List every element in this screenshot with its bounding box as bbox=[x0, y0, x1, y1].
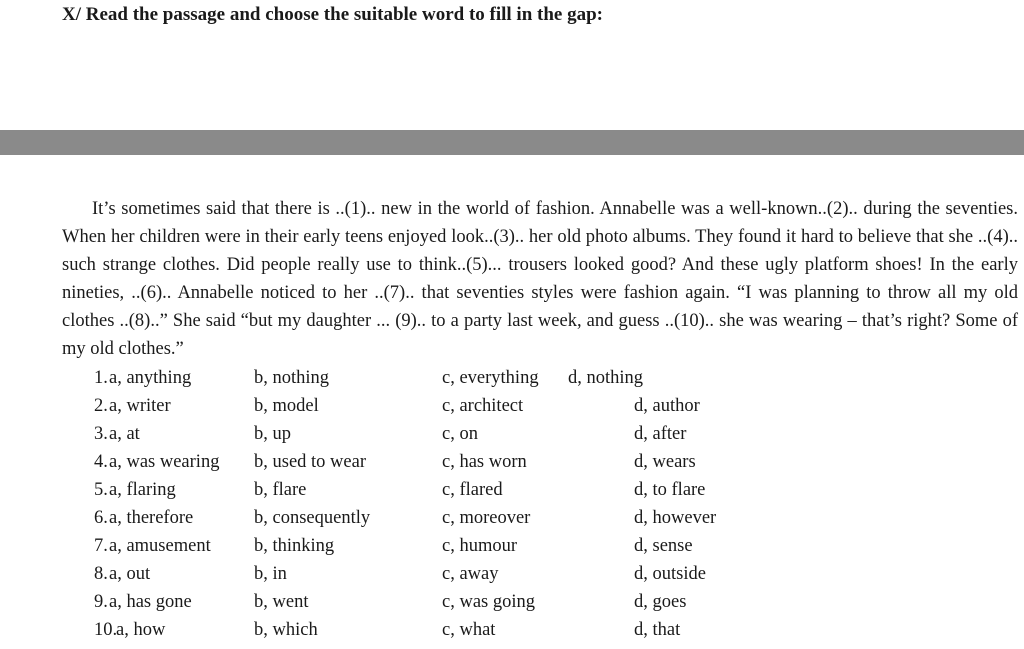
option-b: b, in bbox=[254, 564, 287, 584]
option-b: b, consequently bbox=[254, 508, 371, 528]
question-row-1 bbox=[94, 364, 794, 392]
passage-text: It’s sometimes said that there is ..(1).. new in the world of fashion. Annabelle was a well-known..(2).. during the seventies. When her children were in their early teens enjoyed look..(3).. her old photo albums. They found it hard to believe that she ..(4).. such strange clothes. Did people really use to think..(5)... trousers looked good? And these ugly platform shoes! In the early nineties, ..(6).. Annabelle noticed to her ..(7).. that seventies styles were fashion again. “I was planning to throw all my old clothes ..(8)..” She said “but my daughter ... (9).. to a party last week, and guess ..(10).. she was wearing – that’s right? Some of my old clothes.” bbox=[62, 199, 1018, 359]
option-c: c, architect bbox=[442, 396, 524, 416]
option-d: d, after bbox=[634, 424, 687, 444]
question-number: 2. bbox=[94, 396, 108, 416]
option-d: d, to flare bbox=[634, 480, 706, 500]
answer-options bbox=[94, 364, 794, 644]
option-c: c, everything bbox=[442, 368, 539, 388]
question-number: 9. bbox=[94, 592, 108, 612]
option-c: c, on bbox=[442, 424, 478, 444]
option-c: c, what bbox=[442, 620, 496, 640]
question-row-8 bbox=[94, 560, 794, 588]
question-number: 6. bbox=[94, 508, 108, 528]
option-a: a, out bbox=[109, 564, 151, 584]
option-b: b, used to wear bbox=[254, 452, 366, 472]
option-c: c, away bbox=[442, 564, 499, 584]
question-row-5 bbox=[94, 476, 794, 504]
question-number: 8. bbox=[94, 564, 108, 584]
option-a: a, was wearing bbox=[109, 452, 220, 472]
option-b: b, which bbox=[254, 620, 318, 640]
option-d: d, outside bbox=[634, 564, 706, 584]
option-b: b, nothing bbox=[254, 368, 330, 388]
redacted-band bbox=[0, 130, 1024, 155]
option-d: d, that bbox=[634, 620, 681, 640]
option-c: c, humour bbox=[442, 536, 518, 556]
option-d: d, goes bbox=[634, 592, 687, 612]
option-a: a, at bbox=[109, 424, 140, 444]
question-number: 4. bbox=[94, 452, 108, 472]
option-b: b, flare bbox=[254, 480, 307, 500]
question-number: 3. bbox=[94, 424, 108, 444]
question-row-3 bbox=[94, 420, 794, 448]
option-b: b, went bbox=[254, 592, 309, 612]
option-b: b, model bbox=[254, 396, 319, 416]
option-d: d, nothing bbox=[568, 368, 644, 388]
option-d: d, however bbox=[634, 508, 717, 528]
option-a: a, therefore bbox=[109, 508, 194, 528]
question-row-2 bbox=[94, 392, 794, 420]
question-number: 1. bbox=[94, 368, 108, 388]
option-a: a, anything bbox=[109, 368, 192, 388]
option-a: a, writer bbox=[109, 396, 171, 416]
exercise-heading: X/ Read the passage and choose the suitable word to fill in the gap: bbox=[62, 4, 603, 25]
question-number: 10. bbox=[94, 620, 118, 640]
option-a: a, has gone bbox=[109, 592, 192, 612]
option-a: a, flaring bbox=[109, 480, 176, 500]
option-c: c, has worn bbox=[442, 452, 527, 472]
option-a: a, amusement bbox=[109, 536, 211, 556]
option-b: b, up bbox=[254, 424, 291, 444]
question-row-9 bbox=[94, 588, 794, 616]
question-row-10 bbox=[94, 616, 794, 644]
option-b: b, thinking bbox=[254, 536, 335, 556]
option-c: c, flared bbox=[442, 480, 503, 500]
question-number: 5. bbox=[94, 480, 108, 500]
question-row-4 bbox=[94, 448, 794, 476]
option-c: c, was going bbox=[442, 592, 535, 612]
question-number: 7. bbox=[94, 536, 108, 556]
option-d: d, author bbox=[634, 396, 700, 416]
question-row-6 bbox=[94, 504, 794, 532]
question-row-7 bbox=[94, 532, 794, 560]
option-d: d, sense bbox=[634, 536, 693, 556]
option-d: d, wears bbox=[634, 452, 696, 472]
option-a: a, how bbox=[116, 620, 166, 640]
option-c: c, moreover bbox=[442, 508, 531, 528]
